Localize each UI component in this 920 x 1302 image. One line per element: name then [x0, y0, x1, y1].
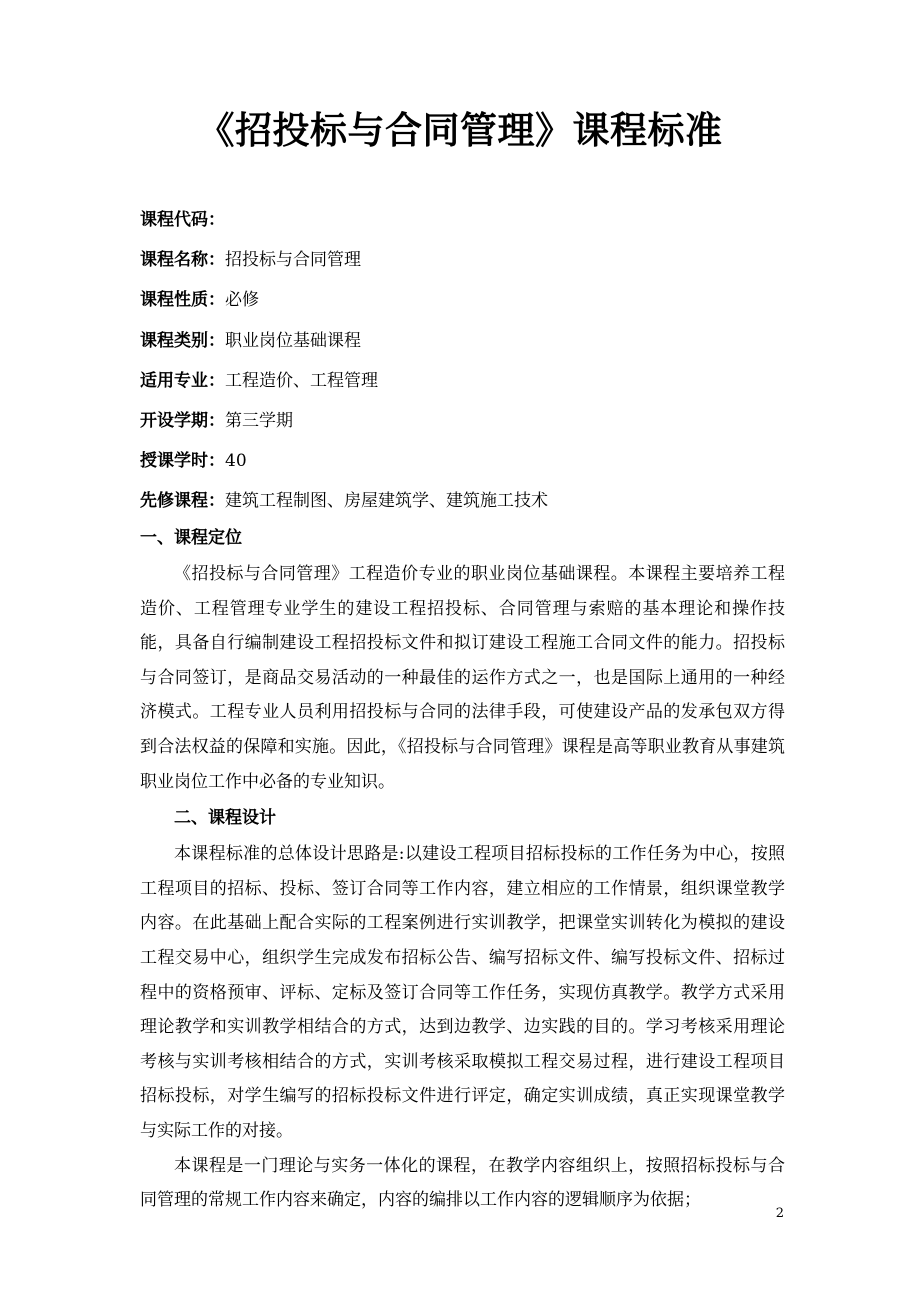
section-heading-design: 二、课程设计	[174, 808, 276, 829]
page-number: 2	[775, 1206, 784, 1221]
course-info-list	[140, 200, 800, 522]
semester-value: 第三学期	[225, 410, 293, 431]
prerequisites-value: 建筑工程制图、房屋建筑学、建筑施工技术	[225, 491, 548, 512]
course-category-value: 职业岗位基础课程	[225, 330, 361, 351]
course-category-label: 课程类别：	[140, 330, 225, 351]
prerequisites-label: 先修课程：	[140, 491, 225, 512]
semester-row	[140, 401, 800, 441]
section-heading-positioning: 一、课程定位	[140, 528, 242, 548]
applicable-major-value: 工程造价、工程管理	[225, 370, 378, 391]
paragraph-design-1: 本课程标准的总体设计思路是:以建设工程项目招标投标的工作任务为中心，按照工程项目的招标、投标、签订合同等工作内容，建立相应的工作情景，组织课堂教学内容。在此基础上配合实际的工程案例进行实训教学，把课堂实训转化为模拟的建设工程交易中心，组织学生完成发布招标公告、编写招标文件、编写投标文件、招标过程中的资格预审、评标、定标及签订合同等工作任务，实现仿真教学。教学方式采用理论教学和实训教学相结合的方式，达到边教学、边实践的目的。学习考核采用理论考核与实训考核相结合的方式，实训考核采取模拟工程交易过程，进行建设工程项目招标投标，对学生编写的招标投标文件进行评定，确定实训成绩，真正实现课堂教学与实际工作的对接。	[140, 844, 785, 1141]
applicable-major-row	[140, 361, 800, 401]
course-nature-value: 必修	[225, 290, 259, 311]
course-code-label: 课程代码：	[140, 210, 225, 230]
course-nature-label: 课程性质：	[140, 290, 225, 311]
semester-label: 开设学期：	[140, 410, 225, 431]
course-name-row	[140, 240, 800, 280]
teaching-hours-value: 40	[225, 451, 247, 472]
course-code-row	[140, 200, 800, 240]
document-body	[140, 519, 785, 1218]
course-nature-row	[140, 280, 800, 320]
teaching-hours-label: 授课学时：	[140, 451, 225, 472]
course-name-value: 招投标与合同管理	[225, 250, 361, 271]
paragraph-design-2: 本课程是一门理论与实务一体化的课程，在教学内容组织上，按照招标投标与合同管理的常规工作内容来确定，内容的编排以工作内容的逻辑顺序为依据；	[140, 1155, 785, 1211]
applicable-major-label: 适用专业：	[140, 370, 225, 391]
teaching-hours-row	[140, 441, 800, 481]
prerequisites-row	[140, 481, 800, 521]
document-title: 《招投标与合同管理》课程标准	[197, 109, 723, 152]
paragraph-positioning: 《招投标与合同管理》工程造价专业的职业岗位基础课程。本课程主要培养工程造价、工程管理专业学生的建设工程招投标、合同管理与索赔的基本理论和操作技能，具备自行编制建设工程招投标文件和拟订建设工程施工合同文件的能力。招投标与合同签订，是商品交易活动的一种最佳的运作方式之一，也是国际上通用的一种经济模式。工程专业人员利用招投标与合同的法律手段，可使建设产品的发承包双方得到合法权益的保障和实施。因此，《招投标与合同管理》课程是高等职业教育从事建筑职业岗位工作中必备的专业知识。	[140, 564, 785, 792]
course-name-label: 课程名称：	[140, 250, 225, 271]
course-category-row	[140, 321, 800, 361]
